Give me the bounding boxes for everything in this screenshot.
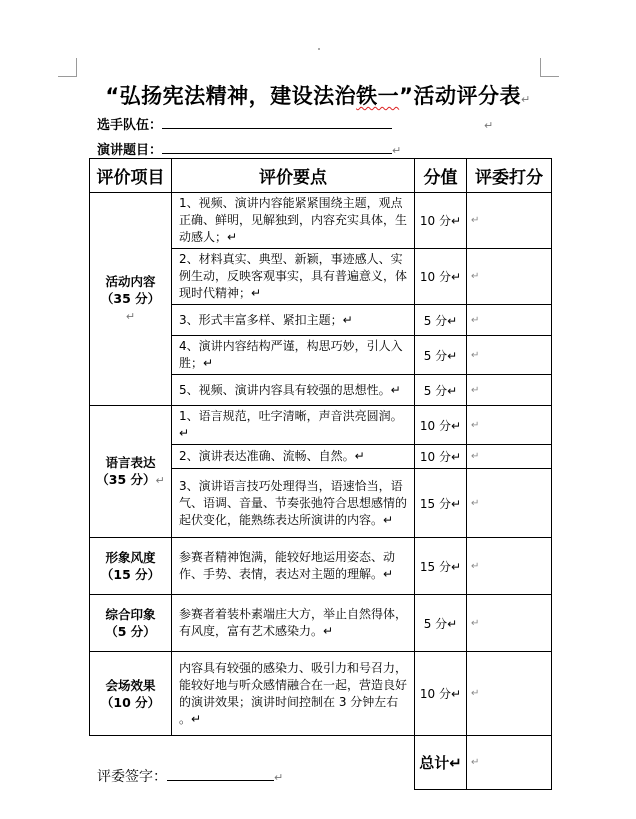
header-points: 评价要点 (172, 159, 415, 193)
score-value: 5 分↵ (415, 305, 467, 336)
category-name: 形象风度 (105, 550, 156, 565)
team-field-blank[interactable] (162, 116, 392, 129)
criteria-text: 3、形式丰富多样、紧扣主题；↵ (172, 305, 415, 336)
title-part-2: 铁一 (356, 84, 400, 108)
header-score: 分值 (415, 159, 467, 193)
judge-signature (97, 766, 283, 786)
criteria-text: 内容具有较强的感染力、吸引力和号召力，能较好地与听众感情融合在一起，营造良好的演讲效果；演讲时间控制在 3 分钟左右 。↵ (172, 652, 415, 736)
judge-score-cell[interactable]: ↵ (467, 305, 552, 336)
topic-field-blank[interactable] (162, 141, 392, 154)
table-row (90, 652, 552, 736)
score-value: 5 分↵ (415, 595, 467, 652)
score-value: 10 分↵ (415, 249, 467, 305)
paragraph-mark: ↵ (392, 144, 402, 157)
judge-score-cell[interactable]: ↵ (467, 469, 552, 538)
category-cell (90, 652, 172, 736)
table-row (90, 538, 552, 595)
criteria-text: 1、视频、演讲内容能紧紧围绕主题，观点正确、鲜明，见解独到，内容充实具体，生动感人；↵ (172, 193, 415, 249)
judge-score-cell[interactable]: ↵ (467, 375, 552, 406)
score-value: 15 分↵ (415, 538, 467, 595)
score-value: 5 分↵ (415, 375, 467, 406)
score-value: 5 分↵ (415, 336, 467, 375)
table-row (90, 595, 552, 652)
topic-field (97, 139, 401, 158)
title-part-1: “弘扬宪法精神，建设法治 (105, 84, 357, 108)
category-total: （35 分） (96, 472, 156, 487)
judge-score-cell[interactable]: ↵ (467, 193, 552, 249)
paragraph-mark: ↵ (520, 93, 531, 106)
page-center-tick (318, 48, 320, 50)
category-name: 综合印象 (105, 607, 156, 622)
table-row (90, 193, 552, 249)
table-row (90, 406, 552, 445)
paragraph-mark: ↵ (125, 310, 136, 323)
score-value: 10 分↵ (415, 193, 467, 249)
category-cell (90, 193, 172, 406)
signature-blank[interactable] (167, 767, 274, 781)
judge-score-cell[interactable]: ↵ (467, 406, 552, 445)
judge-score-cell[interactable]: ↵ (467, 336, 552, 375)
judge-score-cell[interactable]: ↵ (467, 652, 552, 736)
category-name: 语言表达 (105, 455, 156, 470)
page-title (0, 80, 636, 110)
paragraph-mark: ↵ (274, 771, 284, 784)
criteria-text: 参赛者精神饱满，能较好地运用姿态、动作、手势、表情，表达对主题的理解。↵ (172, 538, 415, 595)
judge-score-cell[interactable]: ↵ (467, 595, 552, 652)
score-value: 10 分↵ (415, 406, 467, 445)
criteria-text: 1、语言规范，吐字清晰，声音洪亮圆润。↵ (172, 406, 415, 445)
total-label: 总计↵ (415, 736, 467, 790)
criteria-text: 3、演讲语言技巧处理得当，语速恰当，语气、语调、音量、节奏张弛符合思想感情的起伏变化，能熟练表达所演讲的内容。↵ (172, 469, 415, 538)
category-cell (90, 538, 172, 595)
category-total: （10 分） (100, 694, 161, 710)
category-total: （35 分） (100, 291, 161, 306)
paragraph-mark: ↵ (155, 474, 165, 487)
judge-score-cell[interactable]: ↵ (467, 249, 552, 305)
crop-mark-top-right (540, 58, 559, 77)
header-category: 评价项目 (90, 159, 172, 193)
total-score-cell[interactable]: ↵ (467, 736, 552, 790)
score-value: 10 分↵ (415, 652, 467, 736)
category-name: 活动内容 (105, 274, 156, 289)
criteria-text: 2、演讲表达准确、流畅、自然。↵ (172, 445, 415, 469)
title-part-3: ”活动评分表 (399, 84, 521, 108)
judge-score-cell[interactable]: ↵ (467, 538, 552, 595)
header-row (90, 159, 552, 193)
header-judge-score: 评委打分 (467, 159, 552, 193)
topic-field-label: 演讲题目： (97, 143, 163, 158)
criteria-text: 4、演讲内容结构严谨，构思巧妙，引人入胜；↵ (172, 336, 415, 375)
judge-score-cell[interactable]: ↵ (467, 445, 552, 469)
criteria-text: 2、材料真实、典型、新颖，事迹感人、实例生动，反映客观事实，具有普遍意义，体现时代精神；↵ (172, 249, 415, 305)
category-cell (90, 406, 172, 538)
category-total: （15 分） (100, 567, 161, 582)
score-value: 10 分↵ (415, 445, 467, 469)
team-field (97, 114, 493, 133)
category-total: （5 分） (105, 624, 156, 639)
score-value: 15 分↵ (415, 469, 467, 538)
crop-mark-top-left (58, 58, 77, 77)
criteria-text: 5、视频、演讲内容具有较强的思想性。↵ (172, 375, 415, 406)
category-cell (90, 595, 172, 652)
paragraph-mark: ↵ (484, 119, 494, 132)
criteria-text: 参赛者着装朴素端庄大方，举止自然得体，有风度，富有艺术感染力。↵ (172, 595, 415, 652)
judge-signature-label: 评委签字： (97, 769, 167, 785)
scoring-table (89, 158, 552, 790)
category-name: 会场效果 (105, 677, 156, 693)
team-field-label: 选手队伍： (97, 118, 163, 133)
